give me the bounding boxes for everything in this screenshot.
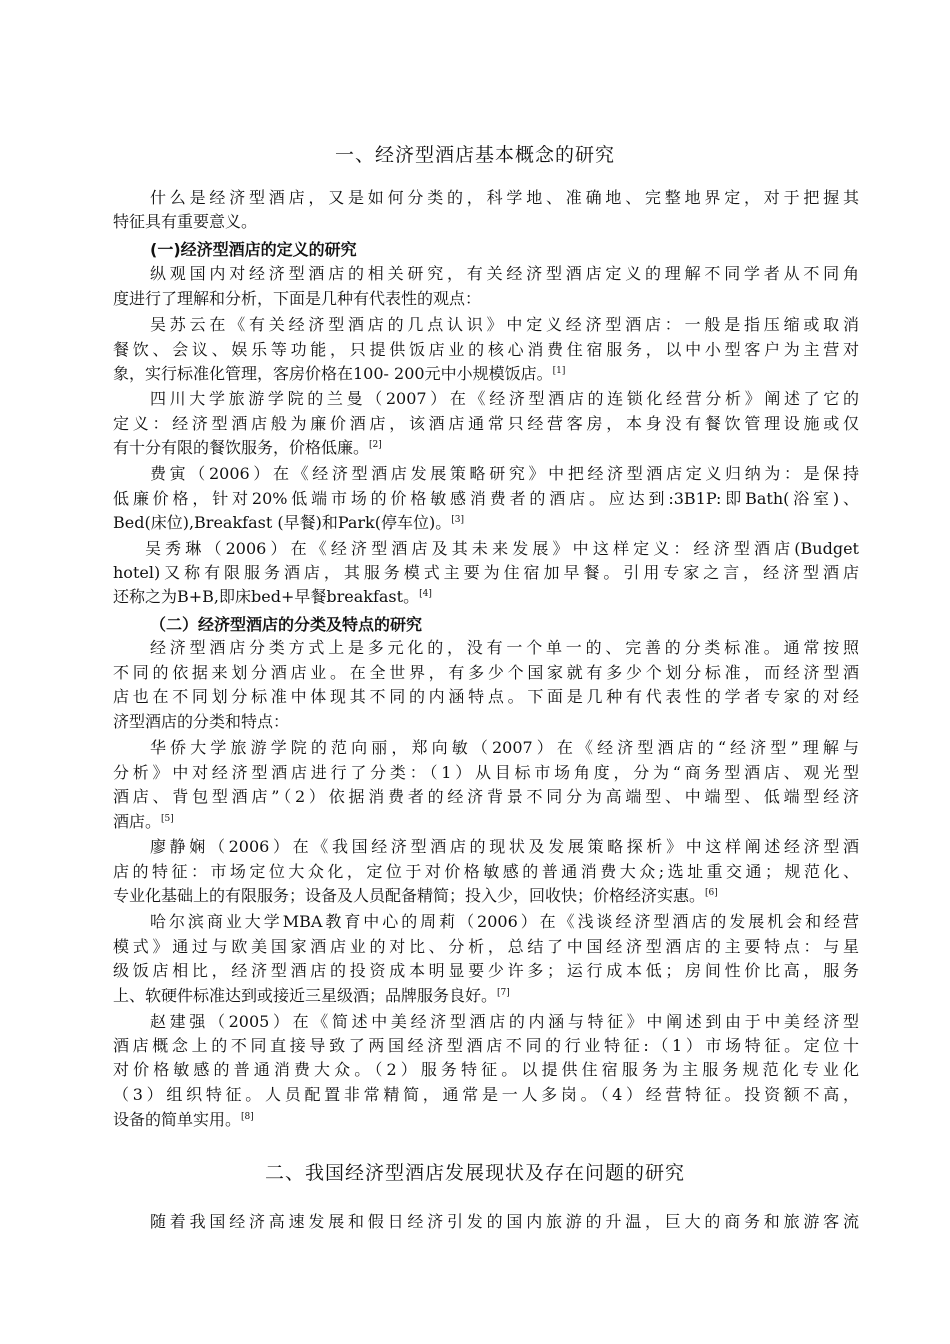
p8-line-1: 廖静娴（2006）在《我国经济型酒店的现状及发展策略探析》中这样阐述经济型酒 (150, 837, 859, 856)
section1-title: 一、经济型酒店基本概念的研究 (334, 144, 615, 166)
p9-line-3: 级饭店相比，经济型酒店的投资成本明显要少许多；运行成本低；房间性价比高，服务 (113, 961, 859, 980)
intro-line-1: 什么是经济型酒店，又是如何分类的，科学地、准确地、完整地界定，对于把握其 (150, 188, 859, 207)
p2-line-2: 餐饮、会议、娱乐等功能，只提供饭店业的核心消费住宿服务，以中小型客户为主营对 (113, 340, 859, 359)
p4-line-2: 低廉价格，针对20%低端市场的价格敏感消费者的酒店。应达到:3B1P:即Bath(浴室)、 (113, 489, 859, 508)
p8-line-2: 店的特征：市场定位大众化，定位于对价格敏感的普通消费大众;选址重交通；规范化、 (113, 862, 859, 881)
intro-line-2: 特征具有重要意义。 (113, 212, 258, 231)
p9-line-1: 哈尔滨商业大学MBA教育中心的周莉（2006）在《浅谈经济型酒店的发展机会和经营 (150, 912, 859, 931)
citation-ref: [1] (552, 366, 566, 376)
p9-line-2: 模式》通过与欧美国家酒店业的对比、分析，总结了中国经济型酒店的主要特点：与星 (113, 937, 859, 956)
p5-line-2: hotel)又称有限服务酒店，其服务模式主要为住宿加早餐。引用专家之言，经济型酒店 (113, 563, 859, 582)
p6-line-3: 店也在不同划分标准中体现其不同的内涵特点。下面是几种有代表性的学者专家的对经 (113, 687, 859, 706)
p8-line-3: 专业化基础上的有限服务；设备及人员配备精简；投入少，回收快；价格经济实惠。[6] (113, 886, 718, 905)
p7-line-3: 酒店、背包型酒店”（2）依据消费者的经济背景不同分为高端型、中端型、低端型经济 (113, 787, 859, 806)
citation-ref: [4] (419, 589, 432, 599)
p7-line-2: 分析》中对经济型酒店进行了分类：（1）从目标市场角度，分为“商务型酒店、观光型 (113, 763, 859, 782)
p10-line-3: 对价格敏感的普通消费大众。（2）服务特征。以提供住宿服务为主服务规范化专业化 (113, 1060, 859, 1079)
p10-line-2: 酒店概念上的不同直接导致了两国经济型酒店不同的行业特征:（1）市场特征。定位十 (113, 1036, 859, 1055)
p5-line-3: 还称之为B+B,即床bed+早餐breakfast。[4] (113, 587, 432, 606)
p6-line-1: 经济型酒店分类方式上是多元化的，没有一个单一的、完善的分类标准。通常按照 (150, 638, 859, 657)
p6-line-2: 不同的依据来划分酒店业。在全世界，有多少个国家就有多少个划分标准，而经济型酒 (113, 663, 859, 682)
citation-ref: [5] (161, 814, 174, 824)
p3-line-3: 有十分有限的餐饮服务，价格低廉。[2] (113, 438, 382, 457)
p10-line-5: 设备的简单实用。[8] (113, 1110, 254, 1129)
p10-line-1: 赵建强（2005）在《简述中美经济型酒店的内涵与特征》中阐述到由于中美经济型 (150, 1012, 859, 1031)
section2-p1-line-1: 随着我国经济高速发展和假日经济引发的国内旅游的升温，巨大的商务和旅游客流 (150, 1212, 859, 1231)
section2-title: 二、我国经济型酒店发展现状及存在问题的研究 (264, 1162, 685, 1184)
citation-ref: [2] (369, 440, 382, 450)
p2-line-3: 象，实行标准化管理，客房价格在100- 200元中小规模饭店。[1] (113, 364, 566, 383)
p10-line-4: （3）组织特征。人员配置非常精简，通常是一人多岗。（4）经营特征。投资额不高， (113, 1085, 859, 1104)
p2-line-1: 吴苏云在《有关经济型酒店的几点认识》中定义经济型酒店：一般是指压缩或取消 (150, 315, 859, 334)
p1-line-1: 纵观国内对经济型酒店的相关研究，有关经济型酒店定义的理解不同学者从不同角 (150, 264, 859, 283)
p3-line-1: 四川大学旅游学院的兰曼（2007）在《经济型酒店的连锁化经营分析》阐述了它的 (150, 389, 859, 408)
subsection1-heading: (一)经济型酒店的定义的研究 (150, 240, 357, 259)
p7-line-1: 华侨大学旅游学院的范向丽，郑向敏（2007）在《经济型酒店的“经济型”理解与 (150, 738, 859, 757)
citation-ref: [8] (241, 1112, 254, 1122)
p4-line-1: 费寅（2006）在《经济型酒店发展策略研究》中把经济型酒店定义归纳为：是保持 (150, 464, 859, 483)
subsection2-heading: （二）经济型酒店的分类及特点的研究 (150, 615, 423, 634)
p7-line-4: 酒店。[5] (113, 812, 174, 831)
p6-line-4: 济型酒店的分类和特点： (113, 712, 290, 731)
p5-line-1: 吴秀琳（2006）在《经济型酒店及其未来发展》中这样定义：经济型酒店(Budget (145, 539, 859, 558)
p4-line-3: Bed(床位),Breakfast (早餐)和Park(停车位)。[3] (113, 513, 464, 532)
p3-line-2: 定义：经济型酒店般为廉价酒店，该酒店通常只经营客房，本身没有餐饮管理设施或仅 (113, 414, 859, 433)
p1-line-2: 度进行了理解和分析，下面是几种有代表性的观点： (113, 289, 482, 308)
p9-line-4: 上、软硬件标准达到或接近三星级酒；品牌服务良好。[7] (113, 986, 510, 1005)
citation-ref: [3] (451, 515, 464, 525)
citation-ref: [6] (705, 888, 718, 898)
citation-ref: [7] (497, 988, 510, 998)
